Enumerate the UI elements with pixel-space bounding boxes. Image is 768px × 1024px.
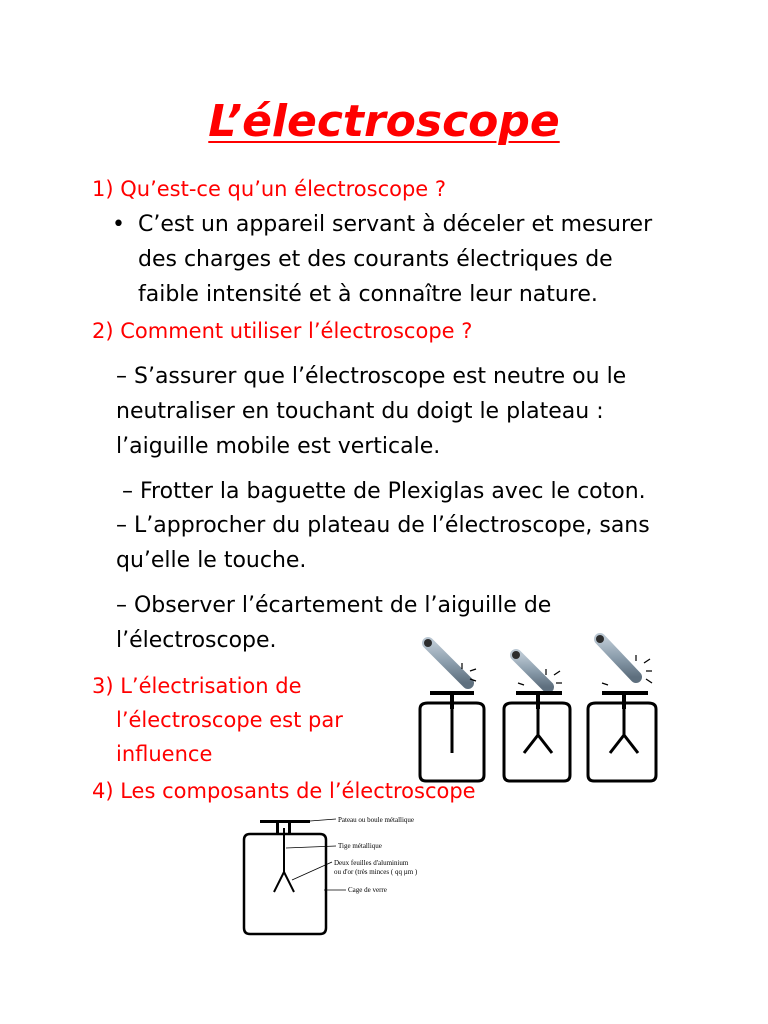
section-1-line-2: des charges et des courants électriques de <box>138 247 613 272</box>
step-4-line-1: – Observer l’écartement de l’aiguille de <box>116 593 552 618</box>
step-1-line-2: neutraliser en touchant du doigt le plateau : <box>116 399 604 424</box>
electroscope-labeled <box>244 820 326 934</box>
step-1-line-3: l’aiguille mobile est verticale. <box>116 434 441 459</box>
electroscope-charged-1 <box>504 651 570 781</box>
label-plateau: Pateau ou boule métallique <box>338 816 415 824</box>
label-feuilles-line-1: Deux feuilles d'aluminium <box>334 859 409 867</box>
components-diagram <box>236 810 436 940</box>
step-4-line-2: l’électroscope. <box>116 628 277 653</box>
step-2-line: – Frotter la baguette de Plexiglas avec le coton. <box>122 479 646 504</box>
step-1-line-1: – S’assurer que l’électroscope est neutre ou le <box>116 364 627 389</box>
electroscope-neutral <box>420 639 484 781</box>
label-cage: Cage de verre <box>348 886 387 894</box>
bullet-icon: • <box>112 212 125 237</box>
step-3-line-1: – L’approcher du plateau de l’électroscope, sans <box>116 513 650 538</box>
electroscope-charged-2 <box>588 635 656 781</box>
section-3-heading-line-3: influence <box>116 742 213 766</box>
charged-rod-icon <box>512 651 548 687</box>
label-feuilles-line-2: ou d'or (très minces ( qq µm ) <box>334 868 418 876</box>
section-1-line-1: C’est un appareil servant à déceler et mesurer <box>138 212 653 237</box>
charged-rod-icon <box>424 639 468 683</box>
section-1-line-3: faible intensité et à connaître leur nature. <box>138 282 598 307</box>
charged-rod-icon <box>596 635 636 677</box>
section-4-heading: 4) Les composants de l’électroscope <box>92 779 476 803</box>
influence-illustration <box>400 625 680 790</box>
section-1-heading: 1) Qu’est-ce qu’un électroscope ? <box>92 177 447 201</box>
label-tige: Tige métallique <box>338 842 382 850</box>
section-3-heading-line-2: l’électroscope est par <box>116 708 343 732</box>
page-title: L’électroscope <box>208 96 560 147</box>
section-3-heading-line-1: 3) L’électrisation de <box>92 674 302 698</box>
section-2-heading: 2) Comment utiliser l’électroscope ? <box>92 319 473 343</box>
step-3-line-2: qu’elle le touche. <box>116 548 307 573</box>
